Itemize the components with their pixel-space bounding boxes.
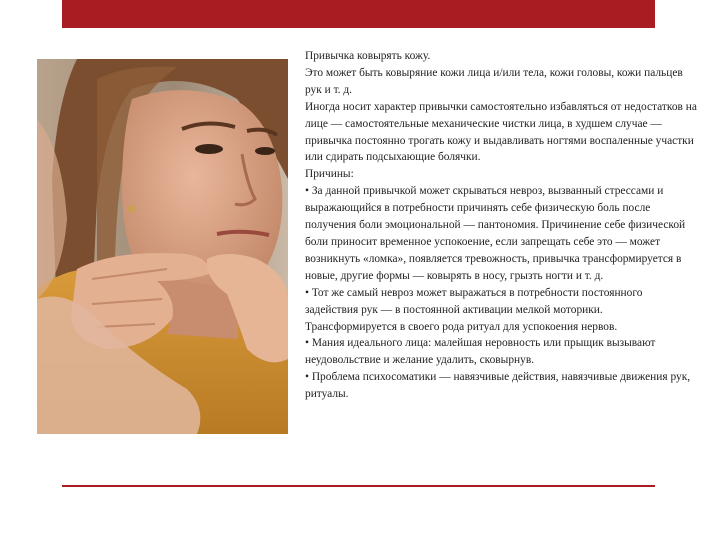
heading: Привычка ковырять кожу.	[305, 50, 431, 62]
intro-paragraph: Это может быть ковыряние кожи лица и/или тела, кожи головы, кожи пальцев рук и т. д.	[305, 66, 683, 96]
cause-item-2: • Тот же самый невроз может выражаться в потребности постоянного задействия рук — в постоянной активации мелкой моторики. Трансформируется в своего рода ритуал для успокоения нервов.	[305, 286, 643, 333]
photo-woman-picking-skin	[37, 59, 288, 434]
cause-item-4: • Проблема психосоматики — навязчивые действия, навязчивые движения рук, ритуалы.	[305, 371, 691, 401]
causes-label: Причины:	[305, 168, 354, 181]
bottom-accent-rule	[62, 485, 655, 487]
description-paragraph: Иногда носит характер привычки самостоятельно избавляться от недостатков на лице — самостоятельные механические чистки лица, в худшем случае — привычка постоянно трогать кожу и выдавливать ногтями воспаленные участки или сдирать подсыхающие болячки.	[305, 100, 697, 164]
cause-item-3: • Мания идеального лица: малейшая неровность или прыщик вызывают неудовольствие и желание удалить, сковырнув.	[305, 337, 656, 367]
cause-item-1: • За данной привычкой может скрываться невроз, вызванный стрессами и выражающийся в потребности причинять себе физическую боль после получения боли эмоциональной — пантономия. Причинение себе физической боли приносит временное успокоение, если запрещать себе это — может возникнуть «ломка», появляется тревожность, привычка трансформируется в новые, другие формы — ковырять в носу, грызть ногти и т. д.	[305, 185, 686, 282]
top-accent-bar	[62, 0, 655, 28]
article-text	[305, 48, 697, 403]
